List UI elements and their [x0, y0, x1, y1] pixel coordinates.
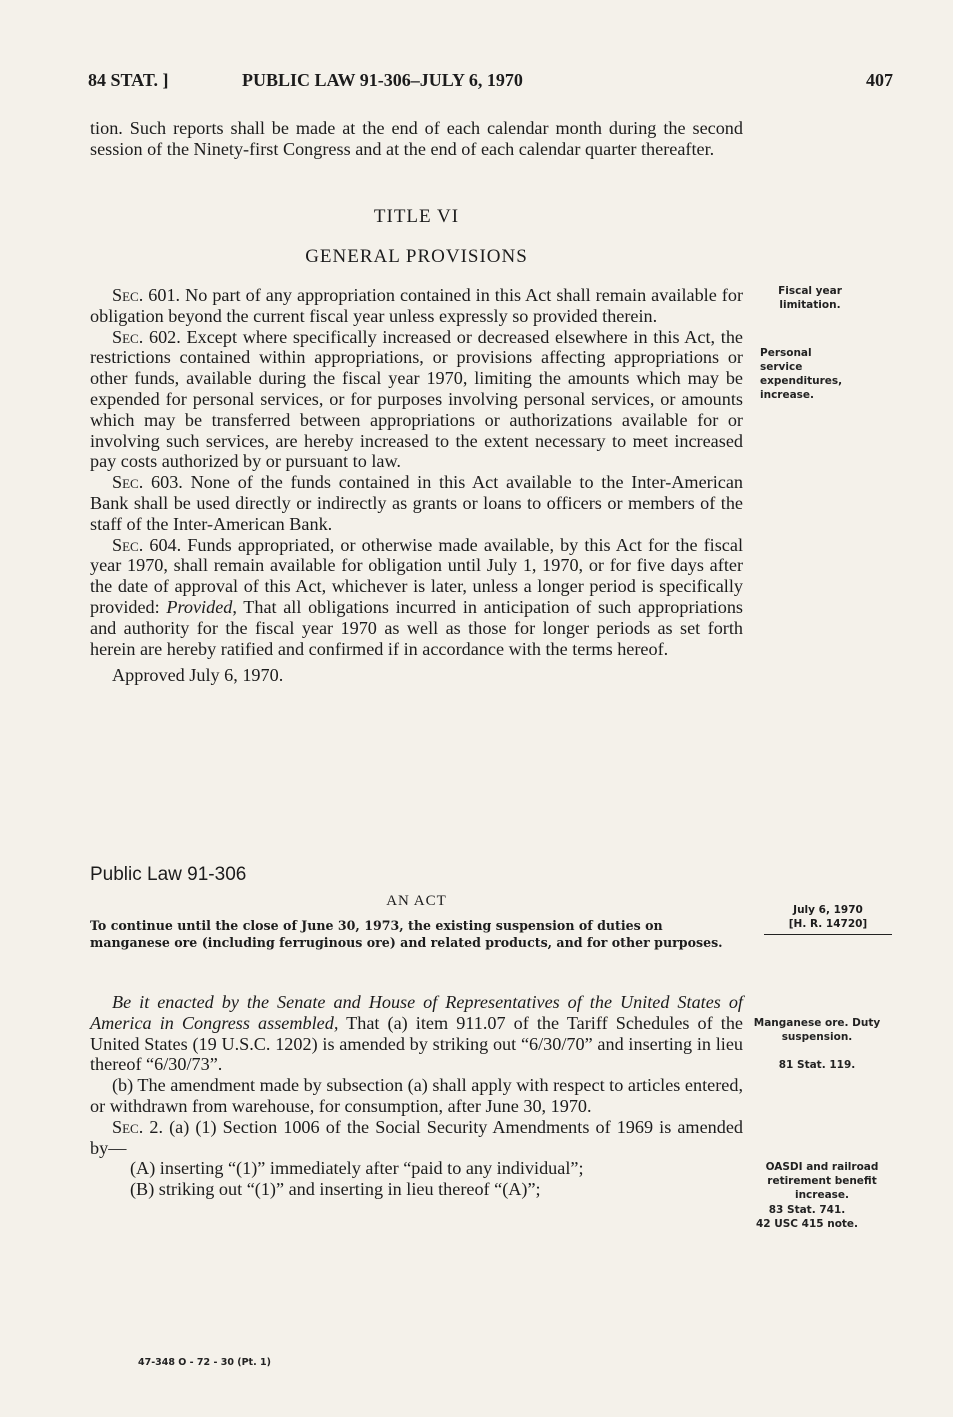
enacting-clause: Be it enacted by the Senate and House of Representatives of the United States of America in Congress assembled, [90, 992, 743, 1033]
section-heading: GENERAL PROVISIONS [305, 246, 528, 267]
continuation-paragraph [90, 118, 743, 160]
enacting-paragraph [90, 992, 743, 1075]
margin-note-fiscal-year: Fiscal year limitation. [778, 285, 842, 311]
section-604 [90, 535, 743, 660]
section-label: Sec. 603. [112, 472, 183, 493]
section-text: No part of any appropriation contained in this Act shall remain available for obligation beyond the current fiscal year unless expressly so provided therein. [90, 285, 743, 326]
section-text: (a) (1) Section 1006 of the Social Security Amendments of 1969 is amended by— [90, 1116, 744, 1158]
public-law-title: Public Law 91-306 [90, 864, 247, 885]
act-purpose-text: To continue until the close of June 30, 1973, the existing suspension of duties on manganese ore (including ferruginous ore) and related products, and for other purposes. [90, 918, 723, 950]
title-heading: TITLE VI [373, 206, 460, 227]
act-label: AN ACT [386, 893, 447, 909]
section-601 [90, 285, 743, 327]
section-2 [90, 1117, 743, 1159]
running-head [88, 70, 893, 96]
margin-note-personal-service: Personal service expenditures, increase. [760, 347, 843, 401]
enacting-text: That (a) item 911.07 of the Tariff Schedules of the United States (19 U.S.C. 1202) is amended by striking out “6/30/70” and inserting in lieu thereof “6/30/73”. [90, 1012, 744, 1075]
margin-note-manganese: Manganese ore. Duty suspension. [753, 1017, 881, 1043]
page-number: 407 [866, 70, 893, 90]
section-603 [90, 472, 743, 534]
section-text: , That all obligations incurred in anticipation of such appropriations and authority for the fiscal year 1970 as well as those for longer periods as set forth herein are hereby ratified and confirmed if in accordance with the terms hereof. [90, 596, 743, 659]
print-footer: 47-348 O - 72 - 30 (Pt. 1) [138, 1357, 271, 1368]
section-label: Sec. 604. [112, 534, 182, 555]
margin-note-oasdi-cite: 83 Stat. 741. [768, 1204, 846, 1216]
approval-date: July 6, 1970 [793, 904, 863, 916]
section-label: Sec. 601. [112, 285, 181, 305]
bill-number: [H. R. 14720] [788, 918, 868, 930]
margin-note-oasdi-usc: 42 USC 415 note. [755, 1218, 859, 1230]
clause-a: (A) inserting “(1)” immediately after “paid to any individual”; [130, 1158, 584, 1179]
clause-b: (B) striking out “(1)” and inserting in lieu thereof “(A)”; [130, 1179, 541, 1200]
section-602 [90, 327, 743, 473]
approval-date-box [764, 903, 892, 935]
public-law-heading: PUBLIC LAW 91-306–JULY 6, 1970 [242, 70, 523, 90]
margin-note-manganese-cite: 81 Stat. 119. [778, 1059, 856, 1071]
margin-note-oasdi: OASDI and railroad retirement benefit increase. [765, 1161, 879, 1201]
section-label: Sec. 602. [112, 326, 181, 347]
section-text: Except where specifically increased or decreased elsewhere in this Act, the restrictions contained within appropriations, or provisions affecting appropriations or other funds, available during the fiscal year 1970, limiting the amounts which may be expended for personal services, or for purposes involving personal services, or amounts which may be transferred between appropriations or authorizations available for or involving such services, are hereby increased to the extent necessary to meet increased pay costs authorized by or pursuant to law. [90, 326, 743, 472]
act-purpose [90, 917, 740, 951]
section-label: Sec. 2. [112, 1116, 163, 1137]
continuation-text: tion. Such reports shall be made at the end of each calendar month during the second session of the Ninety-first Congress and at the end of each calendar quarter thereafter. [90, 118, 743, 159]
section-text: Funds appropriated, or otherwise made available, by this Act for the fiscal year 1970, shall remain available for obligation until July 1, 1970, or for five days after the date of approval of this Act, whichever is later, unless a longer period is specifically provided: [90, 534, 743, 617]
subsection-b: (b) The amendment made by subsection (a) shall apply with respect to articles entered, or withdrawn from warehouse, for consumption, after June 30, 1970. [90, 1075, 743, 1116]
stat-volume: 84 STAT. ] [88, 70, 169, 90]
enactment-body [90, 992, 743, 1200]
section-text: None of the funds contained in this Act available to the Inter-American Bank shall be used directly or indirectly as grants or loans to officers or members of the staff of the Inter-American Bank. [90, 472, 743, 534]
approved-line: Approved July 6, 1970. [112, 665, 284, 686]
provided-word: Provided [166, 596, 233, 617]
title-vi-sections [90, 285, 743, 686]
